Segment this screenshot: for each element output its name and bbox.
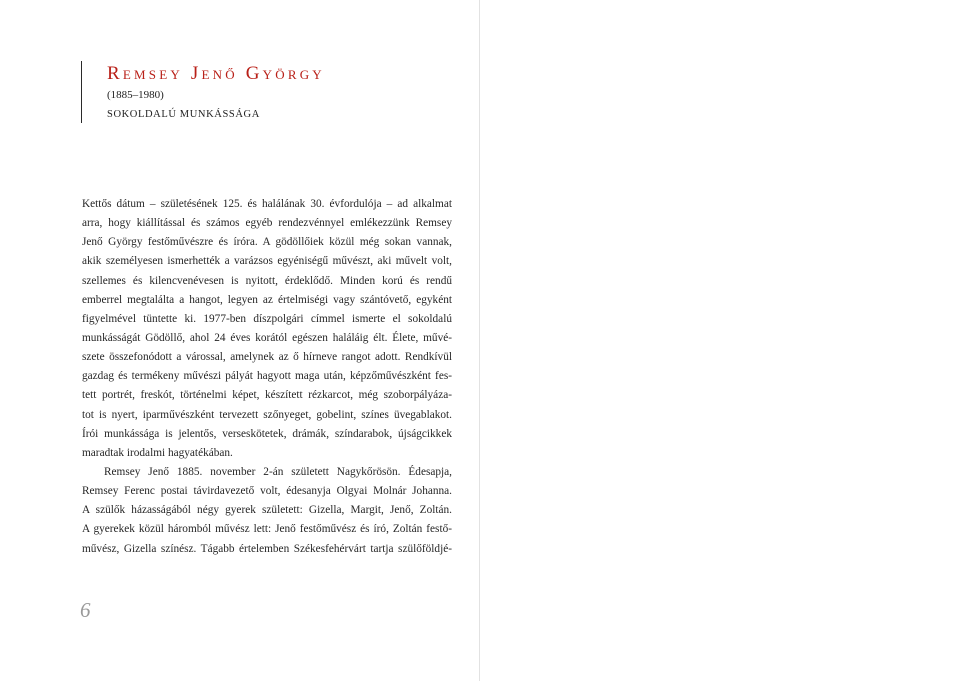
text-line: gazdag és termékeny művészi pályát hagyott maga után, képzőművészként fes- [82,370,452,383]
text-line: emberrel megtalálta a hangot, legyen az értelmiségi vagy szántóvető, egyként [82,293,452,306]
text-line: Írói munkássága is jelentős, verseskötetek, drámák, színdarabok, újságcikkek [82,427,452,440]
text-line: tett portrét, freskót, történelmi képet, készített rézkarcot, még szoborpályáza- [82,389,452,402]
text-line: Kettős dátum – születésének 125. és halálának 30. évfordulója – ad alkalmat [82,198,452,210]
text-line: szellemes és kilencvenévesen is nyitott, érdeklődő. Minden korú és rendű [82,274,452,287]
right-page [480,0,960,681]
text-line: A szülők házasságából négy gyerek született: Gizella, Margit, Jenő, Zoltán. [82,504,452,517]
text-line: akik személyesen ismerhették a varázsos egyéniségű művészt, aki művelt volt, [82,255,452,268]
text-line: maradtak irodalmi hagyatékában. [82,446,233,459]
text-line: A gyerekek közül háromból művész lett: Jenő festőművész és író, Zoltán festő- [82,523,452,536]
text-line: szete összefonódott a várossal, amelynek az ő hírneve rangot adott. Rendkívül [82,351,452,364]
text-line: arra, hogy kiállítással és számos egyéb rendezvénnyel emlékezzünk Remsey [82,217,452,230]
author-name: Remsey Jenő György [107,63,325,84]
author-years: (1885–1980) [107,89,164,101]
text-line: Remsey Jenő 1885. november 2-án született Nagykőrösön. Édesapja, [104,465,452,478]
series-title: SOKOLDALÚ MUNKÁSSÁGA [107,109,260,120]
page-number-left: 6 [80,598,91,622]
text-line: Remsey Ferenc postai távirdavezető volt, édesanyja Olgyai Molnár Johanna. [82,485,452,498]
chapter-header [107,63,325,123]
text-line: Jenő György festőművészre és íróra. A gödöllőiek közül még sokan vannak, [82,236,452,249]
left-body-text [82,195,452,559]
text-line: tot is nyert, iparművészként tervezett szőnyeget, gobelint, színes üvegablakot. [82,408,452,421]
text-line: művész, Gizella színész. Tágabb értelemben Székesfehérvárt tartja szülőföldjé- [82,542,452,555]
text-line: munkásságát Gödöllő, ahol 24 éves korától egészen haláláig élt. Élete, művé- [82,331,452,344]
header-vertical-rule [81,61,82,123]
text-line: figyelmével tüntette ki. 1977-ben díszpolgári címmel ismerte el sokoldalú [82,312,452,325]
